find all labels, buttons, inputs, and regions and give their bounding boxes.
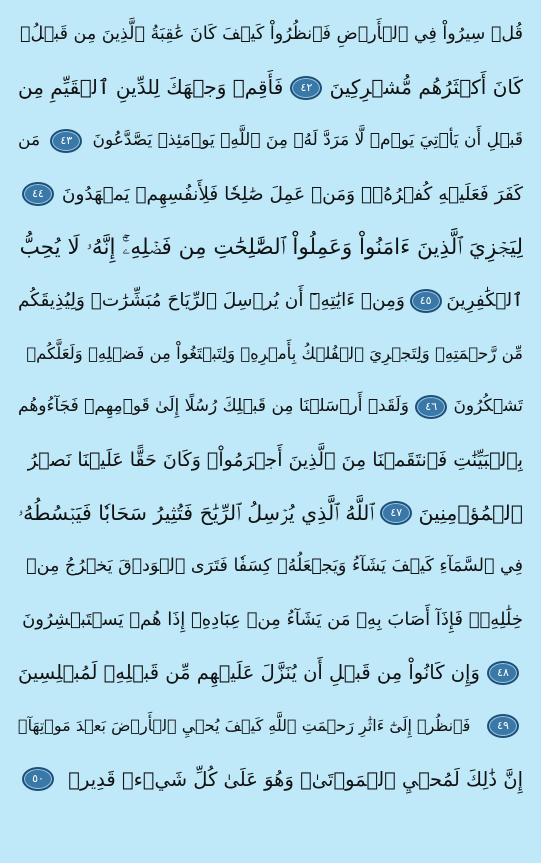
verse-text: وَمِنۡ ءَايَٰتِهِۦٓ أَن يُرۡسِلَ ٱلرِّيَاحَ مُبَشِّرَٰتٖ وَلِيُذِيقَكُم [18,289,405,311]
verse-text: وَإِن كَانُواْ مِن قَبۡلِ أَن يُنَزَّلَ عَلَيۡهِم مِّن قَبۡلِهِۦ لَمُبۡلِسِينَ [18,661,480,685]
verse-text: مِّن رَّحۡمَتِهِۦ وَلِتَجۡرِيَ ٱلۡفُلۡكُ بِأَمۡرِهِۦ وَلِتَبۡتَغُواْ مِن فَضۡلِهِۦ وَلَعَلَّكُمۡ [26,344,523,364]
text-line-1 [18,8,523,61]
ayah-number-marker: ٤٣ [50,129,82,153]
ayah-number-marker: ٤٦ [415,395,447,419]
text-line-9 [18,434,523,487]
verse-text: ٱللَّهُ ٱلَّذِي يُرۡسِلُ ٱلرِّيَٰحَ فَتُثِيرُ سَحَابٗا فَيَبۡسُطُهُۥ [18,500,375,525]
ayah-number-marker: ٤٨ [487,661,519,685]
verse-text: قَبۡلِ أَن يَأۡتِيَ يَوۡمٞ لَّا مَرَدَّ لَهُۥ مِنَ ٱللَّهِۖ يَوۡمَئِذٖ يَصَّدَّعُونَ [92,130,523,151]
text-line-6 [18,274,523,327]
text-line-8 [18,380,523,433]
verse-text: تَشۡكُرُونَ [453,396,523,417]
text-line-2 [18,61,523,114]
ayah-number-marker: ٤٥ [410,289,442,313]
verse-text: ٱلۡكَٰفِرِينَ [446,289,523,311]
verse-text: لِيَجۡزِيَ ٱلَّذِينَ ءَامَنُواْ وَعَمِلُواْ ٱلصَّٰلِحَٰتِ مِن فَضۡلِهِۦٓۚ إِنَّهُۥ لَا يُحِبُّ [19,234,523,260]
verse-text: كَفَرَ فَعَلَيۡهِ كُفۡرُهُۥۖ وَمَنۡ عَمِلَ صَٰلِحٗا فَلِأَنفُسِهِمۡ يَمۡهَدُونَ [61,183,523,205]
verse-text: خِلَٰلِهِۦۖ فَإِذَآ أَصَابَ بِهِۦ مَن يَشَآءُ مِنۡ عِبَادِهِۦٓ إِذَا هُمۡ يَسۡتَبۡشِرُونَ [22,609,523,631]
text-line-13 [18,646,523,699]
ayah-number-marker: ٥٠ [22,767,54,791]
verse-text: إِنَّ ذَٰلِكَ لَمُحۡيِ ٱلۡمَوۡتَىٰۖ وَهُوَ عَلَىٰ كُلِّ شَيۡءٖ قَدِيرٞ [68,767,523,791]
verse-text: وَلَقَدۡ أَرۡسَلۡنَا مِن قَبۡلِكَ رُسُلًا إِلَىٰ قَوۡمِهِمۡ فَجَآءُوهُم [18,396,409,417]
verse-text: فِي ٱلسَّمَآءِ كَيۡفَ يَشَآءُ وَيَجۡعَلُهُۥ كِسَفٗا فَتَرَى ٱلۡوَدۡقَ يَخۡرُجُ مِنۡ [26,555,523,576]
text-line-10 [18,487,523,540]
verse-text: كَانَ أَكۡثَرُهُم مُّشۡرِكِينَ [329,75,523,100]
text-line-14 [18,699,523,752]
text-line-11 [18,540,523,593]
text-line-3 [18,114,523,167]
verse-text: ٱلۡمُؤۡمِنِينَ [418,500,523,525]
verse-text: بِٱلۡبَيِّنَٰتِ فَٱنتَقَمۡنَا مِنَ ٱلَّذِينَ أَجۡرَمُواْۖ وَكَانَ حَقًّا عَلَيۡنَا نَصۡرُ [27,448,523,471]
text-line-4 [18,168,523,221]
text-line-7 [18,327,523,380]
ayah-number-marker: ٤٤ [22,182,54,206]
ayah-number-marker: ٤٧ [380,501,412,525]
verse-text: فَٱنظُرۡ إِلَىٰٓ ءَاثَٰرِ رَحۡمَتِ ٱللَّهِ كَيۡفَ يُحۡيِ ٱلۡأَرۡضَ بَعۡدَ مَوۡتِهَآۚ [18,716,471,736]
verse-text: فَأَقِمۡ وَجۡهَكَ لِلدِّينِ ٱلۡقَيِّمِ مِن [18,75,284,100]
text-line-5 [18,221,523,274]
verse-text: قُلۡ سِيرُواْ فِي ٱلۡأَرۡضِ فَٱنظُرُواْ كَيۡفَ كَانَ عَٰقِبَةُ ٱلَّذِينَ مِن قَبۡلُۚ [20,24,523,44]
ayah-number-marker: ٤٢ [290,76,322,100]
ayah-number-marker: ٤٩ [487,714,519,738]
verse-text: مَن [18,130,41,151]
text-line-15 [18,753,523,806]
text-line-12 [18,593,523,646]
